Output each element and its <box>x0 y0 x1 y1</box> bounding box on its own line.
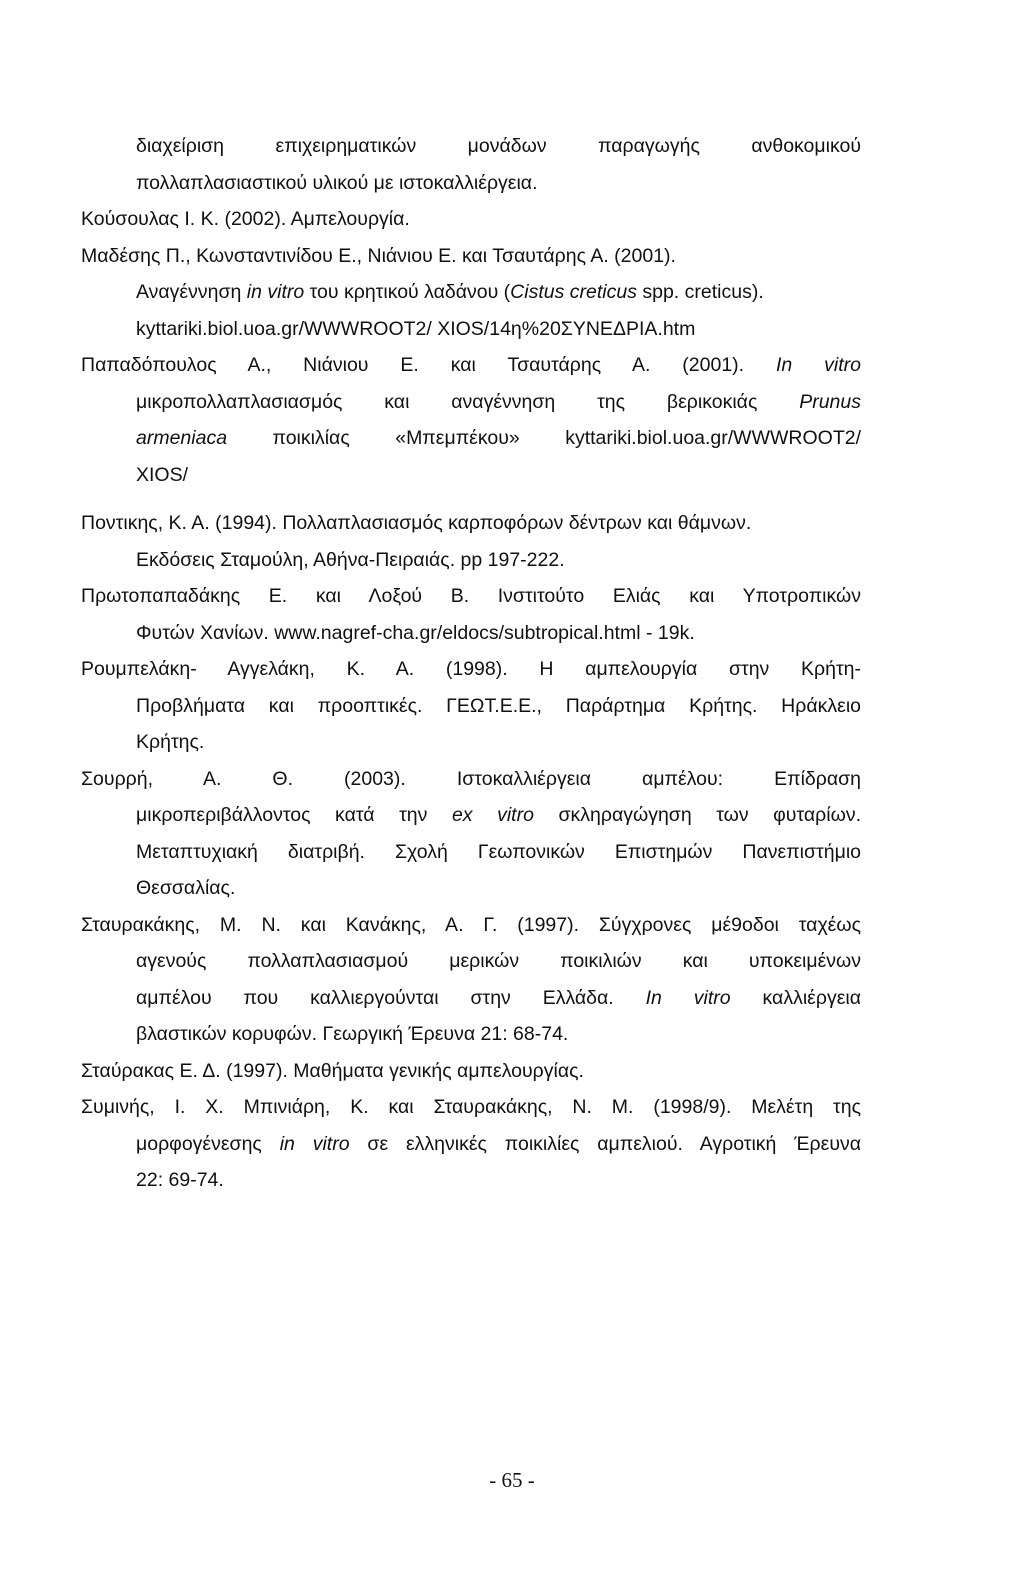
reference-line: Φυτών Χανίων. www.nagref-cha.gr/eldocs/subtropical.html - 19k. <box>136 621 695 644</box>
reference-entry <box>81 651 861 761</box>
reference-line: Σουρρή, Α. Θ. (2003). Ιστοκαλλιέργεια αμπέλου: Επίδραση <box>81 767 861 790</box>
page-number: - 65 - <box>489 1468 535 1492</box>
reference-entry <box>81 201 861 238</box>
reference-line: 22: 69-74. <box>136 1169 224 1191</box>
reference-entry <box>81 1053 861 1090</box>
reference-line: αμπέλου που καλλιεργούνται στην Ελλάδα. In vitro καλλιέργεια <box>136 986 861 1009</box>
reference-line: Πρωτοπαπαδάκης Ε. και Λοξού Β. Ινστιτούτο Ελιάς και Υποτροπικών <box>81 585 861 607</box>
reference-line: armeniaca ποικιλίας «Μπεμπέκου» kyttariki.biol.uoa.gr/WWWROOT2/ <box>136 427 861 449</box>
reference-line: μικροπεριβάλλοντος κατά την ex vitro σκληραγώγηση των φυταρίων. <box>136 804 861 826</box>
reference-line: μορφογένεσης in vitro σε ελληνικές ποικιλίες αμπελιού. Αγροτική Έρευνα <box>136 1132 862 1155</box>
reference-line: Σταύρακας Ε. Δ. (1997). Μαθήματα γενικής αμπελουργίας. <box>81 1059 584 1082</box>
reference-entry <box>81 347 861 493</box>
reference-line: XIOS/ <box>136 463 189 486</box>
reference-line: Συμινής, Ι. Χ. Μπινιάρη, Κ. και Σταυρακάκης, Ν. Μ. (1998/9). Μελέτη της <box>81 1096 861 1118</box>
reference-line: αγενούς πολλαπλασιασμού μερικών ποικιλιών και υποκειμένων <box>136 950 861 972</box>
reference-line: Παπαδόπουλος Α., Νιάνιου Ε. και Τσαυτάρης Α. (2001). In vitro <box>81 354 861 376</box>
reference-line: Ρουμπελάκη- Αγγελάκη, Κ. Α. (1998). Η αμπελουργία στην Κρήτη- <box>81 658 861 680</box>
reference-line: Μεταπτυχιακή διατριβή. Σχολή Γεωπονικών Επιστημών Πανεπιστήμιο <box>136 840 861 863</box>
reference-entry <box>81 238 861 348</box>
reference-line: μικροπολλαπλασιασμός και αναγέννηση της βερικοκιάς Prunus <box>136 390 861 413</box>
reference-line: διαχείριση επιχειρηματικών μονάδων παραγωγής ανθοκομικού <box>136 135 861 157</box>
reference-entry <box>81 128 861 201</box>
reference-entry <box>81 578 861 651</box>
reference-line: Εκδόσεις Σταμούλη, Αθήνα-Πειραιάς. pp 197-222. <box>136 548 565 571</box>
reference-entry <box>81 505 861 578</box>
reference-entry <box>81 1089 861 1199</box>
reference-line: Κούσουλας Ι. Κ. (2002). Αμπελουργία. <box>81 208 410 230</box>
reference-line: πολλαπλασιαστικού υλικού με ιστοκαλλιέργεια. <box>136 171 538 194</box>
reference-line: Κρήτης. <box>136 731 205 753</box>
reference-line: Ποντικης, Κ. Α. (1994). Πολλαπλασιασμός καρποφόρων δέντρων και θάμνων. <box>81 512 752 534</box>
reference-entry <box>81 761 861 907</box>
reference-line: Μαδέσης Π., Κωνσταντινίδου Ε., Νιάνιου Ε. και Τσαυτάρης Α. (2001). <box>81 244 676 267</box>
reference-line: Σταυρακάκης, Μ. Ν. και Κανάκης, Α. Γ. (1997). Σύγχρονες μέ9οδοι ταχέως <box>81 913 861 936</box>
reference-line: Προβλήματα και προοπτικές. ΓΕΩΤ.Ε.Ε., Παράρτημα Κρήτης. Ηράκλειο <box>136 694 861 717</box>
reference-line: Θεσσαλίας. <box>136 877 236 899</box>
reference-entry <box>81 907 861 1053</box>
reference-line: kyttariki.biol.uoa.gr/WWWROOT2/ XIOS/14η%20ΣΥΝΕΔΡΙΑ.htm <box>136 317 696 340</box>
reference-line: Αναγέννηση in vitro του κρητικού λαδάνου (Cistus creticus spp. creticus). <box>136 281 764 303</box>
reference-line: βλαστικών κορυφών. Γεωργική Έρευνα 21: 68-74. <box>136 1023 569 1045</box>
